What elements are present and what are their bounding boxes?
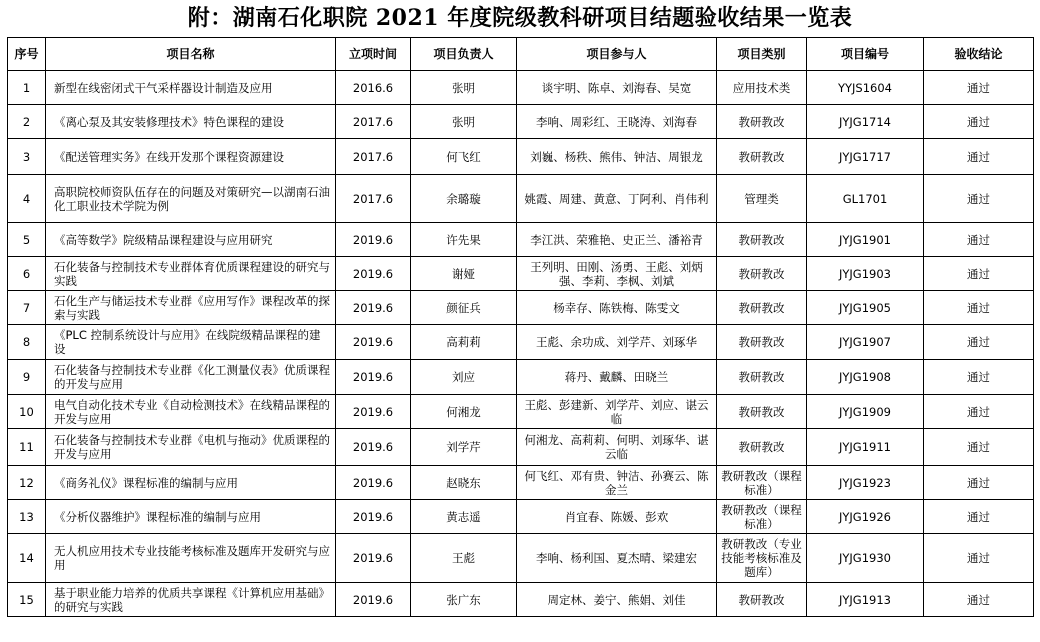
header-leader: 项目负责人 bbox=[411, 38, 517, 71]
table-row bbox=[8, 534, 1034, 583]
table-row bbox=[8, 139, 1034, 175]
cell-leader: 何飞红 bbox=[411, 139, 517, 175]
header-name: 项目名称 bbox=[46, 38, 336, 71]
cell-seq: 7 bbox=[8, 291, 46, 325]
cell-code: JYJG1901 bbox=[807, 223, 924, 257]
cell-code: JYJG1714 bbox=[807, 105, 924, 139]
cell-members: 何飞红、邓有贵、钟洁、孙赛云、陈金兰 bbox=[517, 466, 717, 500]
cell-seq: 14 bbox=[8, 534, 46, 583]
cell-leader: 张明 bbox=[411, 105, 517, 139]
cell-name: 《PLC 控制系统设计与应用》在线院级精品课程的建设 bbox=[46, 325, 336, 360]
cell-code: GL1701 bbox=[807, 175, 924, 223]
cell-members: 何湘龙、高莉莉、何明、刘琢华、谌云临 bbox=[517, 429, 717, 466]
cell-members: 王彪、彭建新、刘学芹、刘应、谌云临 bbox=[517, 395, 717, 429]
table-row bbox=[8, 395, 1034, 429]
cell-name: 《配送管理实务》在线开发那个课程资源建设 bbox=[46, 139, 336, 175]
cell-code: JYJG1913 bbox=[807, 583, 924, 617]
cell-seq: 2 bbox=[8, 105, 46, 139]
cell-name: 石化生产与储运技术专业群《应用写作》课程改革的探索与实践 bbox=[46, 291, 336, 325]
cell-code: YYJS1604 bbox=[807, 71, 924, 105]
cell-seq: 8 bbox=[8, 325, 46, 360]
cell-seq: 5 bbox=[8, 223, 46, 257]
table-row bbox=[8, 223, 1034, 257]
cell-result: 通过 bbox=[924, 175, 1034, 223]
cell-date: 2019.6 bbox=[336, 257, 411, 291]
cell-code: JYJG1908 bbox=[807, 360, 924, 395]
cell-name: 高职院校师资队伍存在的问题及对策研究—以湖南石油化工职业技术学院为例 bbox=[46, 175, 336, 223]
cell-date: 2019.6 bbox=[336, 223, 411, 257]
cell-seq: 9 bbox=[8, 360, 46, 395]
table-header-row bbox=[8, 38, 1034, 71]
cell-members: 周定林、姜宁、熊娟、刘佳 bbox=[517, 583, 717, 617]
cell-category: 管理类 bbox=[717, 175, 807, 223]
cell-leader: 颜征兵 bbox=[411, 291, 517, 325]
cell-result: 通过 bbox=[924, 139, 1034, 175]
cell-result: 通过 bbox=[924, 534, 1034, 583]
cell-code: JYJG1911 bbox=[807, 429, 924, 466]
header-category: 项目类别 bbox=[717, 38, 807, 71]
table-row bbox=[8, 583, 1034, 617]
cell-category: 教研教改 bbox=[717, 583, 807, 617]
cell-members: 蒋丹、戴麟、田晓兰 bbox=[517, 360, 717, 395]
cell-members: 谈宇明、陈卓、刘海春、吴宽 bbox=[517, 71, 717, 105]
cell-name: 基于职业能力培养的优质共享课程《计算机应用基础》的研究与实践 bbox=[46, 583, 336, 617]
cell-category: 教研教改 bbox=[717, 325, 807, 360]
table-row bbox=[8, 360, 1034, 395]
cell-leader: 刘应 bbox=[411, 360, 517, 395]
cell-members: 李响、杨利国、夏杰晴、梁建宏 bbox=[517, 534, 717, 583]
cell-code: JYJG1909 bbox=[807, 395, 924, 429]
cell-date: 2019.6 bbox=[336, 325, 411, 360]
cell-leader: 高莉莉 bbox=[411, 325, 517, 360]
cell-result: 通过 bbox=[924, 583, 1034, 617]
cell-leader: 许先果 bbox=[411, 223, 517, 257]
page-title: 附：湖南石化职院 2021 年度院级教科研项目结题验收结果一览表 bbox=[187, 5, 853, 31]
cell-result: 通过 bbox=[924, 395, 1034, 429]
cell-leader: 张明 bbox=[411, 71, 517, 105]
cell-name: 《商务礼仪》课程标准的编制与应用 bbox=[46, 466, 336, 500]
cell-members: 王彪、余功成、刘学芹、刘琢华 bbox=[517, 325, 717, 360]
results-table bbox=[7, 37, 1034, 617]
cell-name: 《离心泵及其安装修理技术》特色课程的建设 bbox=[46, 105, 336, 139]
cell-date: 2019.6 bbox=[336, 583, 411, 617]
cell-name: 《分析仪器维护》课程标准的编制与应用 bbox=[46, 500, 336, 534]
cell-date: 2017.6 bbox=[336, 175, 411, 223]
cell-result: 通过 bbox=[924, 360, 1034, 395]
cell-seq: 6 bbox=[8, 257, 46, 291]
table-row bbox=[8, 466, 1034, 500]
cell-seq: 1 bbox=[8, 71, 46, 105]
cell-leader: 余璐璇 bbox=[411, 175, 517, 223]
cell-date: 2019.6 bbox=[336, 500, 411, 534]
cell-result: 通过 bbox=[924, 466, 1034, 500]
cell-leader: 谢娅 bbox=[411, 257, 517, 291]
cell-code: JYJG1926 bbox=[807, 500, 924, 534]
cell-category: 教研教改（专业技能考核标准及题库） bbox=[717, 534, 807, 583]
table-row bbox=[8, 257, 1034, 291]
cell-seq: 4 bbox=[8, 175, 46, 223]
header-code: 项目编号 bbox=[807, 38, 924, 71]
table-row bbox=[8, 291, 1034, 325]
cell-date: 2019.6 bbox=[336, 534, 411, 583]
cell-leader: 赵晓东 bbox=[411, 466, 517, 500]
table-row bbox=[8, 71, 1034, 105]
cell-seq: 10 bbox=[8, 395, 46, 429]
cell-category: 教研教改 bbox=[717, 429, 807, 466]
cell-date: 2019.6 bbox=[336, 466, 411, 500]
cell-code: JYJG1923 bbox=[807, 466, 924, 500]
cell-leader: 张广东 bbox=[411, 583, 517, 617]
cell-category: 教研教改（课程标准） bbox=[717, 466, 807, 500]
cell-date: 2019.6 bbox=[336, 429, 411, 466]
cell-result: 通过 bbox=[924, 429, 1034, 466]
cell-members: 肖宜春、陈媛、彭欢 bbox=[517, 500, 717, 534]
cell-seq: 11 bbox=[8, 429, 46, 466]
cell-seq: 3 bbox=[8, 139, 46, 175]
cell-name: 石化装备与控制技术专业群《化工测量仪表》优质课程的开发与应用 bbox=[46, 360, 336, 395]
cell-category: 教研教改 bbox=[717, 360, 807, 395]
cell-seq: 15 bbox=[8, 583, 46, 617]
cell-name: 《高等数学》院级精品课程建设与应用研究 bbox=[46, 223, 336, 257]
cell-name: 电气自动化技术专业《自动检测技术》在线精品课程的开发与应用 bbox=[46, 395, 336, 429]
cell-category: 教研教改 bbox=[717, 105, 807, 139]
cell-members: 姚霞、周建、黄意、丁阿利、肖伟利 bbox=[517, 175, 717, 223]
cell-result: 通过 bbox=[924, 500, 1034, 534]
cell-members: 李江洪、荣雅艳、史正兰、潘裕青 bbox=[517, 223, 717, 257]
table-row bbox=[8, 325, 1034, 360]
cell-name: 新型在线密闭式干气采样器设计制造及应用 bbox=[46, 71, 336, 105]
cell-leader: 刘学芹 bbox=[411, 429, 517, 466]
header-date: 立项时间 bbox=[336, 38, 411, 71]
cell-code: JYJG1717 bbox=[807, 139, 924, 175]
cell-code: JYJG1930 bbox=[807, 534, 924, 583]
cell-category: 教研教改 bbox=[717, 223, 807, 257]
cell-result: 通过 bbox=[924, 105, 1034, 139]
table-row bbox=[8, 175, 1034, 223]
cell-name: 石化装备与控制技术专业群《电机与拖动》优质课程的开发与应用 bbox=[46, 429, 336, 466]
cell-result: 通过 bbox=[924, 257, 1034, 291]
cell-date: 2017.6 bbox=[336, 105, 411, 139]
header-members: 项目参与人 bbox=[517, 38, 717, 71]
cell-members: 王列明、田刚、汤勇、王彪、刘炳强、李莉、李枫、刘斌 bbox=[517, 257, 717, 291]
table-row bbox=[8, 105, 1034, 139]
cell-members: 李响、周彩红、王晓涛、刘海春 bbox=[517, 105, 717, 139]
header-result: 验收结论 bbox=[924, 38, 1034, 71]
cell-category: 教研教改 bbox=[717, 257, 807, 291]
cell-code: JYJG1905 bbox=[807, 291, 924, 325]
header-seq: 序号 bbox=[8, 38, 46, 71]
cell-seq: 12 bbox=[8, 466, 46, 500]
cell-result: 通过 bbox=[924, 291, 1034, 325]
cell-code: JYJG1903 bbox=[807, 257, 924, 291]
cell-date: 2016.6 bbox=[336, 71, 411, 105]
cell-category: 应用技术类 bbox=[717, 71, 807, 105]
cell-date: 2019.6 bbox=[336, 291, 411, 325]
table-row bbox=[8, 500, 1034, 534]
cell-leader: 王彪 bbox=[411, 534, 517, 583]
cell-seq: 13 bbox=[8, 500, 46, 534]
cell-category: 教研教改 bbox=[717, 395, 807, 429]
cell-leader: 黄志遥 bbox=[411, 500, 517, 534]
cell-name: 无人机应用技术专业技能考核标准及题库开发研究与应用 bbox=[46, 534, 336, 583]
cell-members: 刘巍、杨秩、熊伟、钟洁、周银龙 bbox=[517, 139, 717, 175]
cell-name: 石化装备与控制技术专业群体育优质课程建设的研究与实践 bbox=[46, 257, 336, 291]
cell-category: 教研教改 bbox=[717, 139, 807, 175]
table-row bbox=[8, 429, 1034, 466]
cell-category: 教研教改 bbox=[717, 291, 807, 325]
cell-leader: 何湘龙 bbox=[411, 395, 517, 429]
cell-result: 通过 bbox=[924, 223, 1034, 257]
cell-result: 通过 bbox=[924, 325, 1034, 360]
cell-category: 教研教改（课程标准） bbox=[717, 500, 807, 534]
cell-result: 通过 bbox=[924, 71, 1034, 105]
cell-date: 2017.6 bbox=[336, 139, 411, 175]
cell-date: 2019.6 bbox=[336, 360, 411, 395]
cell-members: 杨幸存、陈铁梅、陈雯文 bbox=[517, 291, 717, 325]
cell-date: 2019.6 bbox=[336, 395, 411, 429]
cell-code: JYJG1907 bbox=[807, 325, 924, 360]
